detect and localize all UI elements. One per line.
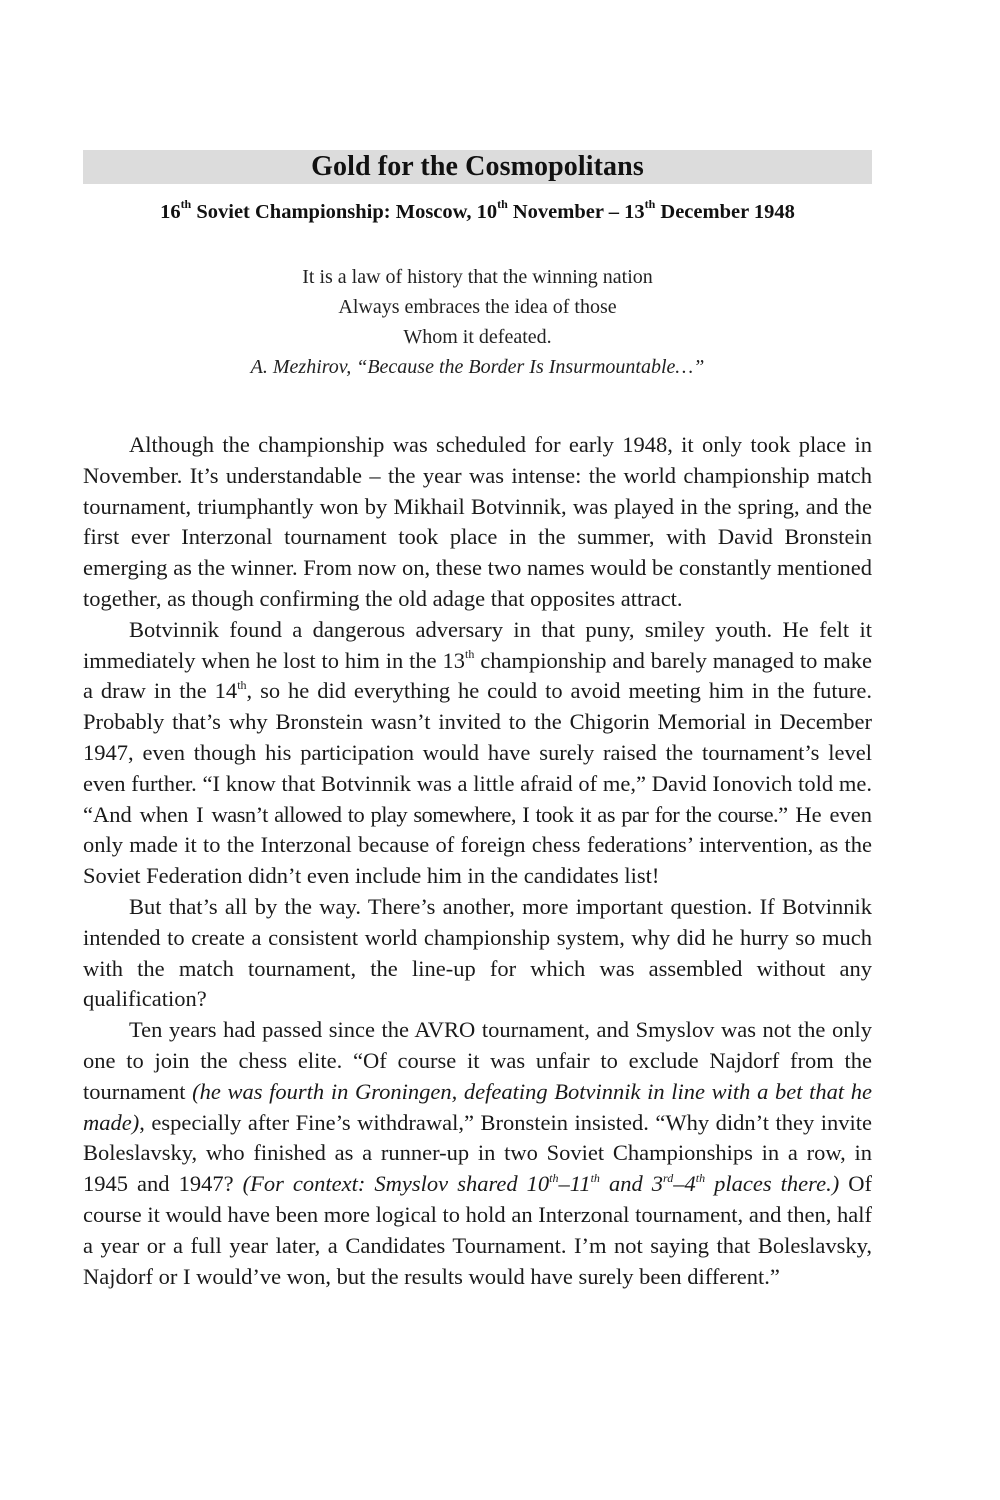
subtitle-sup-3: th <box>644 197 656 212</box>
epigraph <box>83 262 872 382</box>
subtitle-sup-2: th <box>497 197 508 212</box>
paragraph-2-text-a: Botvinnik found a dangerous adversary in that puny, smiley youth. He felt it immediately when he lost to him in the 13 <box>83 616 872 673</box>
chapter-subtitle <box>83 197 872 224</box>
chapter-header-bar <box>83 150 872 184</box>
paragraph-2 <box>83 615 872 892</box>
paragraph-3: But that’s all by the way. There’s another, more important question. If Botvinnik intended to create a consistent world championship system, why did he hurry so much with the match tournament, the line-up for which was assembled without any qualification? <box>83 893 872 1012</box>
paragraph-4-italic-b4: –4 <box>673 1171 696 1197</box>
paragraph-2-sup-a: th <box>465 647 475 662</box>
paragraph-4-italic-b5: places there.) <box>705 1171 840 1197</box>
paragraph-2-text-c: , so he did everything he could to avoid meeting him in the future. Probably that’s why Bronstein wasn’t invited to the Chigorin Memorial in December 1947, even though his participation would have surely raised the tournament’s level even further. “I know that Botvinnik was a little afraid of me,” David Ionovich told me. “And when I <box>83 678 872 827</box>
epigraph-line-2: Always embraces the idea of those <box>338 296 617 318</box>
paragraph-4 <box>83 1015 872 1292</box>
body-text <box>83 430 872 1292</box>
paragraph-2-text-d: He even only made it to the Interzonal because of foreign chess federations’ intervention, as the Soviet Federation didn’t even include him in the candidates list! <box>83 801 872 889</box>
paragraph-4-sup-3: rd <box>663 1170 674 1185</box>
subtitle-text-2: Soviet Championship: Moscow, 10 <box>191 201 498 223</box>
subtitle-text-3: November – 13 <box>507 201 645 223</box>
subtitle-sup-1: th <box>180 197 192 212</box>
paragraph-4-italic-b3: and 3 <box>599 1171 664 1197</box>
paragraph-4-text-c: Of course it would have been more logical to hold an Interzonal tournament, and then, half a year or a full year later, a Candidates Tournament. I’m not saying that Boleslavsky, Najdorf or I would’ve won, but the results would have surely been different.” <box>83 1171 872 1289</box>
epigraph-line-1: It is a law of history that the winning nation <box>302 266 653 288</box>
paragraph-4-sup-2: th <box>590 1170 600 1185</box>
chapter-title: Gold for the Cosmopolitans <box>311 151 644 182</box>
paragraph-4-sup-1: th <box>549 1170 559 1185</box>
paragraph-4-text-a: Ten years had passed since the AVRO tournament, and Smyslov was not the only one to join the chess elite. “Of course it was unfair to exclude Najdorf from the tournament <box>83 1017 872 1104</box>
paragraph-2-sup-b: th <box>237 677 247 692</box>
epigraph-attribution: A. Mezhirov, “Because the Border Is Insurmountable…” <box>250 356 705 378</box>
subtitle-text-1: 16 <box>160 201 181 223</box>
paragraph-2-text-tight: wasn’t allowed to play somewhere, I took it as par for the course.” <box>211 801 788 827</box>
paragraph-1: Although the championship was scheduled for early 1948, it only took place in November. It’s understandable – the year was intense: the world championship match tournament, triumphantly won by Mikhail Botvinnik, was played in the spring, and the first ever Interzonal tournament took place in the summer, with David Bronstein emerging as the winner. From now on, these two names would be constantly mentioned together, as though confirming the old adage that opposites attract. <box>83 432 872 611</box>
paragraph-4-italic-b2: –11 <box>558 1171 591 1197</box>
paragraph-2-text-b: championship and barely managed to make a draw in the 14 <box>83 647 873 704</box>
paragraph-4-italic-a: (he was fourth in Groningen, defeating Botvinnik in line with a bet that he made) <box>83 1078 872 1135</box>
paragraph-4-sup-4: th <box>695 1170 706 1185</box>
paragraph-4-text-b: , especially after Fine’s withdrawal,” Bronstein insisted. “Why didn’t they invite Boleslavsky, who finished as a runner-up in two Soviet Championships in a row, in 1945 and 1947? <box>83 1109 872 1197</box>
paragraph-4-italic-b1: (For context: Smyslov shared 10 <box>242 1171 550 1197</box>
subtitle-text-4: December 1948 <box>655 201 795 223</box>
epigraph-line-3: Whom it defeated. <box>403 326 552 348</box>
